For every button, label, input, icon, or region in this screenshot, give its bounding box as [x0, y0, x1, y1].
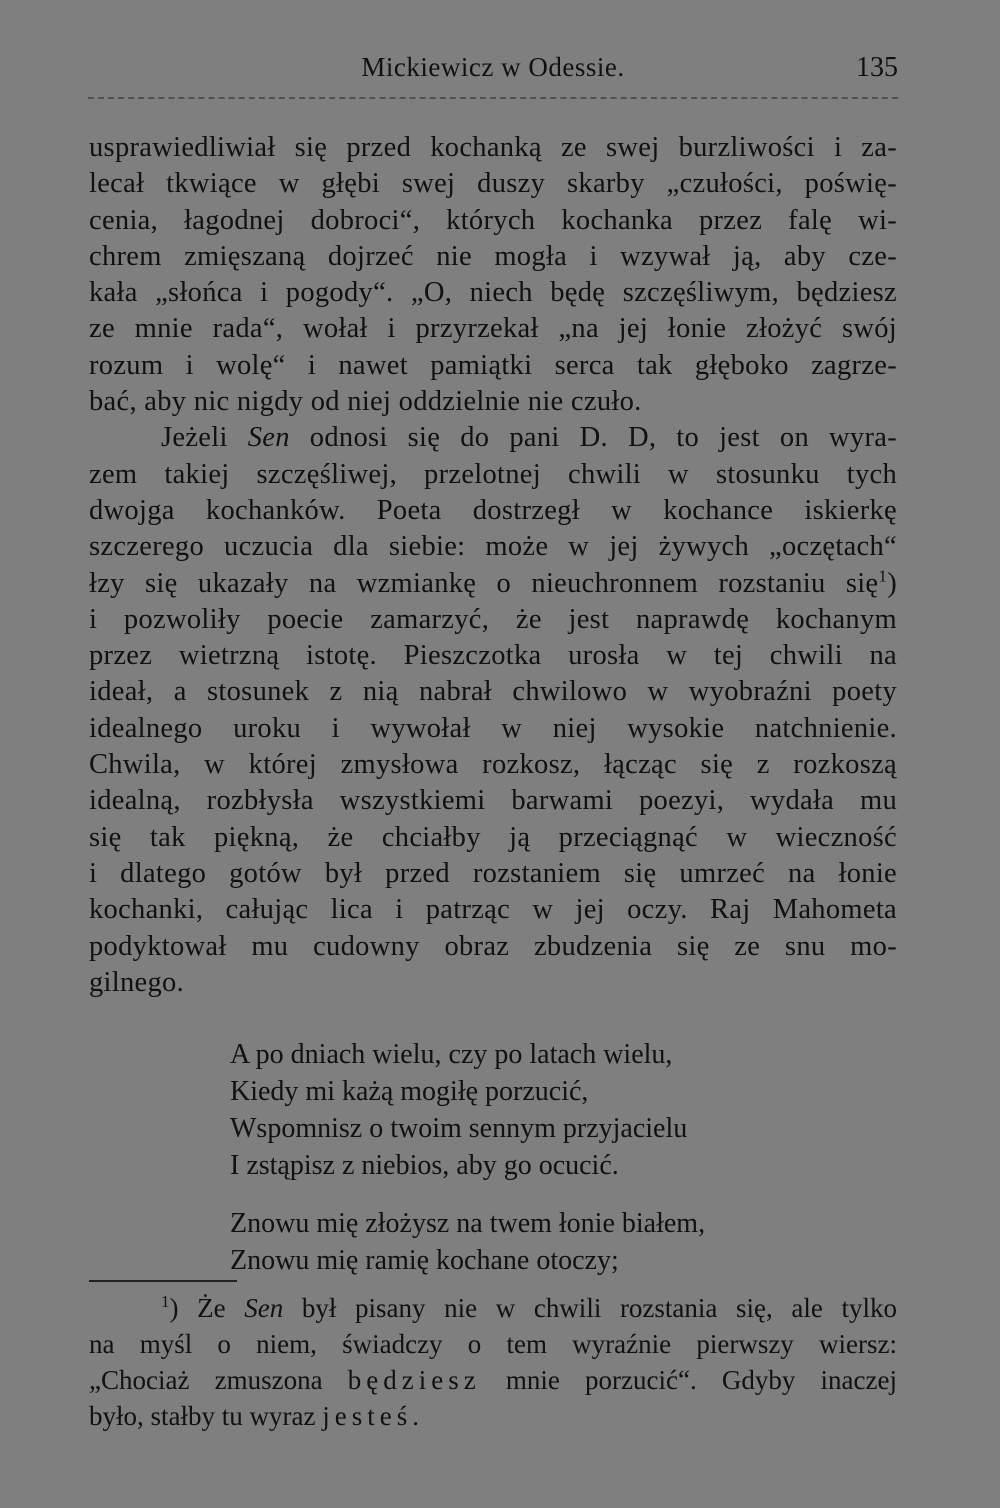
text-line: i pozwoliły poecie zamarzyć, że jest naprawdę kochanym [89, 603, 897, 635]
running-head [88, 52, 898, 92]
text-line: cenia, łagodnej dobroci“, których kochanka przez falę wi- [89, 204, 897, 236]
footnote-reference [878, 566, 887, 585]
text-line: podyktował mu cudowny obraz zbudzenia się ze snu mo- [89, 930, 897, 962]
verse-line: Znowu mię złożysz na twem łonie białem, [230, 1208, 706, 1239]
footnote-line [89, 1290, 897, 1326]
text-fragment: było, stałby tu wyraz [89, 1401, 323, 1431]
verse-line: Kiedy mi każą mogiłę porzucić, [230, 1076, 589, 1107]
text-fragment: łzy się ukazały na wzmiankę o nieuchronnem rozstaniu się [89, 567, 879, 599]
main-text [89, 130, 897, 1001]
text-fragment: Że [178, 1293, 245, 1323]
verse-line: A po dniach wielu, czy po latach wielu, [230, 1039, 673, 1070]
footnote-rule [89, 1280, 237, 1282]
text-line-with-footnote-ref [89, 566, 897, 602]
footnote-marker [161, 1292, 170, 1311]
text-line: idealnego uroku i wywołał w niej wysokie natchnienie. [89, 712, 897, 744]
text-line: lecał tkwiące w głębi swej duszy skarby „czułości, poświę- [89, 168, 897, 200]
verse-line: Znowu mię ramię kochane otoczy; [230, 1245, 619, 1276]
text-line: ideał, a stosunek z nią nabrał chwilowo w wyobraźni poety [89, 676, 897, 708]
footnote [89, 1290, 897, 1434]
spaced-emphasis: jesteś [322, 1401, 413, 1431]
header-rule [88, 97, 898, 99]
text-line: chrem zmięszaną dojrzeć nie mogła i wzywał ją, aby cze- [89, 240, 897, 272]
text-line: się tak piękną, że chciałby ją przeciągnąć w wieczność [89, 821, 897, 853]
text-fragment: Jeżeli [161, 422, 248, 454]
text-line: ze mnie rada“, wołał i przyrzekał „na jej łonie złożyć swój [89, 313, 897, 345]
text-line: przez wietrzną istotę. Pieszczotka urosła w tej chwili na [89, 640, 897, 672]
footnote-marker-number: 1 [161, 1292, 170, 1311]
text-line: rozum i wolę“ i nawet pamiątki serca tak głęboko zagrze- [89, 349, 897, 381]
text-line: i dlatego gotów był przed rozstaniem się umrzeć na łonie [89, 857, 897, 889]
text-fragment: odnosi się do pani D. D, to jest on wyra- [289, 422, 897, 454]
text-line: gilnego. [89, 966, 185, 998]
text-line: bać, aby nic nigdy od niej oddzielnie nie czuło. [89, 386, 642, 418]
paragraph-2-first-line [89, 420, 897, 456]
text-fragment: mnie porzucić“. Gdyby inaczej [480, 1365, 897, 1395]
text-line: zem takiej szczęśliwej, przelotnej chwili w stosunku tych [89, 458, 897, 490]
footnote-ref-paren: ) [887, 567, 897, 599]
text-line: dwojga kochanków. Poeta dostrzegł w kochance iskierkę [89, 494, 897, 526]
footnote-ref-number: 1 [878, 566, 888, 586]
footnote-line [89, 1398, 897, 1434]
text-line: idealną, rozbłysła wszystkiemi barwami poezyi, wydała mu [89, 785, 897, 817]
text-fragment: był pisany nie w chwili rozstania się, ale tylko [283, 1293, 897, 1323]
text-line: szczerego uczucia dla siebie: może w jej żywych „oczętach“ [89, 531, 897, 563]
italic-title-sen: Sen [244, 1293, 284, 1323]
footnote-marker-paren: ) [169, 1293, 179, 1323]
text-line: kała „słońca i pogody“. „O, niech będę szczęśliwym, będziesz [89, 277, 897, 309]
text-line: Chwila, w której zmysłowa rozkosz, łącząc się z rozkoszą [89, 749, 897, 781]
text-line: usprawiedliwiał się przed kochanką ze swej burzliwości i za- [89, 132, 897, 163]
spaced-emphasis: będziesz [347, 1365, 481, 1395]
footnote-line: na myśl o niem, świadczy o tem wyraźnie pierwszy wiersz: [89, 1329, 897, 1359]
text-line: kochanki, całując lica i patrząc w jej oczy. Raj Mahometa [89, 894, 897, 926]
running-title: Mickiewicz w Odessie. [361, 52, 625, 82]
footnote-line [89, 1362, 897, 1398]
verse-quotation [230, 1036, 790, 1279]
text-fragment: . [412, 1401, 419, 1431]
text-fragment: „Chociaż zmuszona [89, 1365, 348, 1395]
italic-title-sen: Sen [247, 422, 290, 454]
verse-line: I zstąpisz z niebios, aby go ocucić. [230, 1150, 619, 1181]
stanza-gap [230, 1184, 790, 1205]
verse-line: Wspomnisz o twoim sennym przyjacielu [230, 1113, 688, 1144]
page-number: 135 [856, 52, 898, 83]
